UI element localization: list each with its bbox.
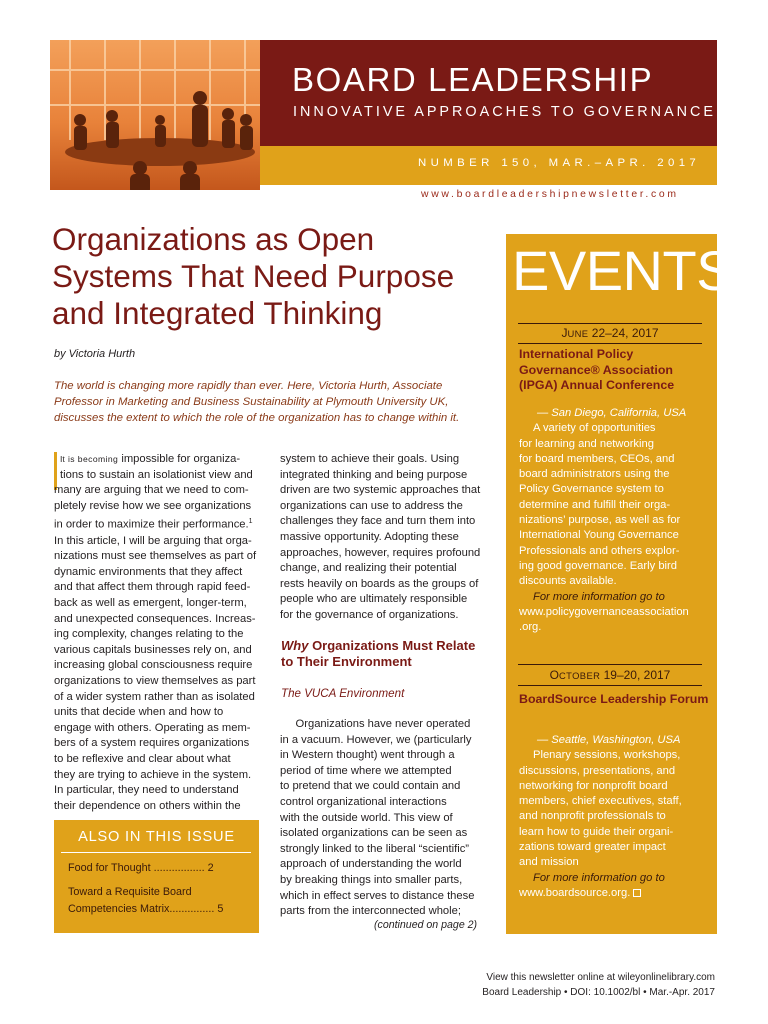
article-column-2-continued bbox=[280, 717, 492, 920]
event-2-top-rule bbox=[518, 664, 702, 665]
text-line: back as well as emergent, longer-term, bbox=[54, 597, 247, 610]
event-2-name: BoardSource Leadership Forum bbox=[519, 692, 709, 706]
text-line: In this article, I will be arguing that orga- bbox=[54, 534, 252, 547]
toc-item-competencies-matrix-line2[interactable]: Competencies Matrix............... 5 bbox=[68, 903, 224, 915]
event-2-desc-line: Plenary sessions, workshops, bbox=[533, 749, 681, 762]
text-line: increasing global consciousness require bbox=[54, 659, 253, 672]
toc-item-food-for-thought[interactable]: Food for Thought ................. 2 bbox=[68, 862, 214, 874]
text-line: dynamic environments that they affect bbox=[54, 565, 243, 578]
lead-cap: I bbox=[60, 454, 63, 464]
event-1-desc-line: International Young Governance bbox=[519, 529, 679, 542]
text-line: organizations can use to address the bbox=[280, 499, 463, 512]
text-line: with the outside world. This view of bbox=[280, 811, 453, 824]
text-line: control organizational interactions bbox=[280, 795, 447, 808]
event-date-cap: J bbox=[561, 326, 568, 340]
text-line: tions to sustain an isolationist view and bbox=[60, 468, 253, 481]
event-1-more-info: For more information go to bbox=[533, 590, 665, 603]
event-date-cap: O bbox=[549, 668, 559, 682]
event-1-desc-line: for board members, CEOs, and bbox=[519, 452, 675, 465]
event-1-desc-line: for learning and networking bbox=[519, 437, 654, 450]
text-line: which in effect serves to distance these bbox=[280, 889, 475, 902]
event-2-desc-line: learn how to guide their organi- bbox=[519, 825, 674, 838]
event-2-url-link[interactable]: www.boardsource.org. bbox=[519, 886, 631, 899]
section-heading-rest: Organizations Must Relate to Their Environment bbox=[281, 638, 476, 669]
event-2-desc-line: discussions, presentations, and bbox=[519, 764, 676, 777]
article-byline: by Victoria Hurth bbox=[54, 348, 136, 360]
text-line: pletely revise how we see organizations bbox=[54, 499, 252, 512]
text-line: in a vacuum. However, we (particularly bbox=[280, 733, 472, 746]
text-line: people who are ultimately responsible bbox=[280, 593, 468, 606]
lead-rest: impossible for organiza- bbox=[118, 453, 241, 465]
text-line: period of time where we attempted bbox=[280, 764, 452, 777]
text-line: organizations to view themselves as part bbox=[54, 675, 256, 688]
text-line: In particular, they need to understand bbox=[54, 784, 239, 797]
text-line: bers of a system requires organizations bbox=[54, 737, 250, 750]
event-date-rest: 22–24, 2017 bbox=[588, 326, 659, 340]
column-1-lead-line bbox=[54, 452, 260, 468]
event-1-top-rule bbox=[518, 323, 702, 324]
text-line: nizations must see themselves as part of bbox=[54, 550, 257, 563]
event-2-desc-line: networking for nonprofit board bbox=[519, 779, 668, 792]
text-line: change, and realizing their potential bbox=[280, 562, 457, 575]
text-line: strongly linked to the liberal “scientific” bbox=[280, 842, 470, 855]
event-2-location: — Seattle, Washington, USA bbox=[537, 734, 681, 746]
footnote-mark: 1 bbox=[248, 518, 253, 526]
text-line: integrated thinking and being purpose bbox=[280, 468, 468, 481]
text-line: ing complexity, changes relating to the bbox=[54, 628, 244, 641]
article-title: Organizations as Open Systems That Need Purpose and Integrated Thinking bbox=[52, 221, 455, 331]
issue-number: NUMBER 150, MAR.–APR. 2017 bbox=[418, 157, 701, 169]
text-line: approaches, however, requires profound bbox=[280, 546, 481, 559]
text-line: they are trying to achieve in the system. bbox=[54, 768, 252, 781]
text-line: their dependence on others within the bbox=[54, 799, 241, 812]
event-1-desc-line: ing good governance. Early bird bbox=[519, 559, 677, 572]
event-1-desc-line: Policy Governance system to bbox=[519, 483, 664, 496]
text-line: to pretend that we could contain and bbox=[280, 780, 461, 793]
event-date-rest: 19–20, 2017 bbox=[600, 668, 671, 682]
event-1-desc-line: A variety of opportunities bbox=[533, 422, 656, 435]
toc-item-competencies-matrix-line1[interactable]: Toward a Requisite Board bbox=[68, 886, 192, 898]
event-date-smallcaps: CTOBER bbox=[558, 670, 601, 681]
article-column-1 bbox=[54, 452, 260, 812]
footer-citation: Board Leadership • DOI: 10.1002/bl • Mar.-Apr. 2017 bbox=[482, 987, 715, 998]
text-line: massive opportunity. Adopting these bbox=[280, 530, 459, 543]
event-2-desc-line: zations toward greater impact bbox=[519, 841, 666, 854]
continued-on-page-link[interactable]: (continued on page 2) bbox=[374, 919, 478, 931]
event-1-desc-line: determine and fulfill their orga- bbox=[519, 498, 671, 511]
text-line: isolated organizations can be seen as bbox=[280, 827, 468, 840]
event-date-smallcaps: UNE bbox=[567, 328, 589, 339]
text-line: and unexpected consequences. Increas- bbox=[54, 612, 256, 625]
event-1-location: — San Diego, California, USA bbox=[537, 407, 687, 419]
events-heading: EVENTS bbox=[512, 239, 734, 302]
event-1-details bbox=[519, 406, 709, 635]
event-1-bottom-rule bbox=[518, 343, 702, 344]
footer-online-notice: View this newsletter online at wileyonlinelibrary.com bbox=[486, 972, 715, 983]
section-heading-em: Why bbox=[281, 638, 309, 653]
event-1-desc-line: Professionals and others explor- bbox=[519, 544, 680, 557]
article-column-2 bbox=[280, 452, 488, 624]
event-1-url-link-cont[interactable]: .org. bbox=[519, 621, 542, 634]
text-line: driven are two systemic approaches that bbox=[280, 484, 481, 497]
article-intro: The world is changing more rapidly than ever. Here, Victoria Hurth, Associate Professor in Marketing and Business Sustainability at Plymouth University UK, discusses the extent to which the role of the organization has to change within it. bbox=[54, 380, 460, 424]
boardroom-photo bbox=[50, 40, 260, 190]
text-line: challenges they face and turn them into bbox=[280, 515, 476, 528]
text-line: parts from the interconnected whole; bbox=[280, 905, 461, 918]
event-1-date bbox=[518, 326, 702, 340]
sub-heading: The VUCA Environment bbox=[281, 687, 405, 700]
text-line: of a wider system rather than as isolated bbox=[54, 690, 255, 703]
text-line: by breaking things into smaller parts, bbox=[280, 873, 463, 886]
text-line: for the governance of organizations. bbox=[280, 608, 459, 621]
event-1-desc-line: discounts available. bbox=[519, 575, 617, 588]
newsletter-url-link[interactable]: www.boardleadershipnewsletter.com bbox=[421, 189, 679, 200]
event-1-desc-line: board administrators using the bbox=[519, 468, 670, 481]
event-2-more-info: For more information go to bbox=[533, 871, 665, 884]
text-line: approach of understanding the world bbox=[280, 858, 462, 871]
text-line-with-footnote bbox=[54, 514, 260, 533]
text-line: units that decide when and how to bbox=[54, 706, 224, 719]
newsletter-title: BOARD LEADERSHIP bbox=[292, 61, 654, 98]
event-2-desc-line: and mission bbox=[519, 856, 579, 869]
text-line: in Western thought) went through a bbox=[280, 749, 455, 762]
text-line: many are arguing that we need to com- bbox=[54, 484, 249, 497]
lead-smallcaps: t is becoming bbox=[62, 454, 119, 464]
event-1-url-link[interactable]: www.policygovernanceassociation bbox=[519, 605, 689, 618]
end-of-article-icon bbox=[633, 889, 641, 897]
also-in-issue-divider bbox=[61, 852, 251, 853]
text-line: Organizations have never operated bbox=[280, 718, 471, 730]
section-heading bbox=[281, 638, 491, 670]
also-in-issue-heading: ALSO IN THIS ISSUE bbox=[78, 829, 235, 845]
text-line-content: in order to maximize their performance. bbox=[54, 519, 249, 532]
text-line: system to achieve their goals. Using bbox=[280, 453, 460, 465]
text-line: rests heavily on boards as the groups of bbox=[280, 577, 479, 590]
text-line: to be reflexive and clear about what bbox=[54, 753, 231, 766]
event-1-name: International Policy Governance® Association (IPGA) Annual Conference bbox=[519, 347, 675, 393]
event-2-desc-line: and nonprofit professionals to bbox=[519, 810, 666, 823]
text-line: engage with others. Operating as mem- bbox=[54, 721, 251, 734]
event-1-desc-line: nizations’ purpose, as well as for bbox=[519, 514, 681, 527]
event-2-desc-line: members, chief executives, staff, bbox=[519, 795, 682, 808]
event-2-details bbox=[519, 733, 709, 901]
text-line: various capitals businesses rely on, and bbox=[54, 643, 252, 656]
event-2-url-row bbox=[519, 886, 709, 901]
event-2-date bbox=[518, 668, 702, 682]
event-2-bottom-rule bbox=[518, 685, 702, 686]
text-line: and that affect them through rapid feed- bbox=[54, 581, 251, 594]
newsletter-subtitle: INNOVATIVE APPROACHES TO GOVERNANCE bbox=[293, 104, 716, 120]
